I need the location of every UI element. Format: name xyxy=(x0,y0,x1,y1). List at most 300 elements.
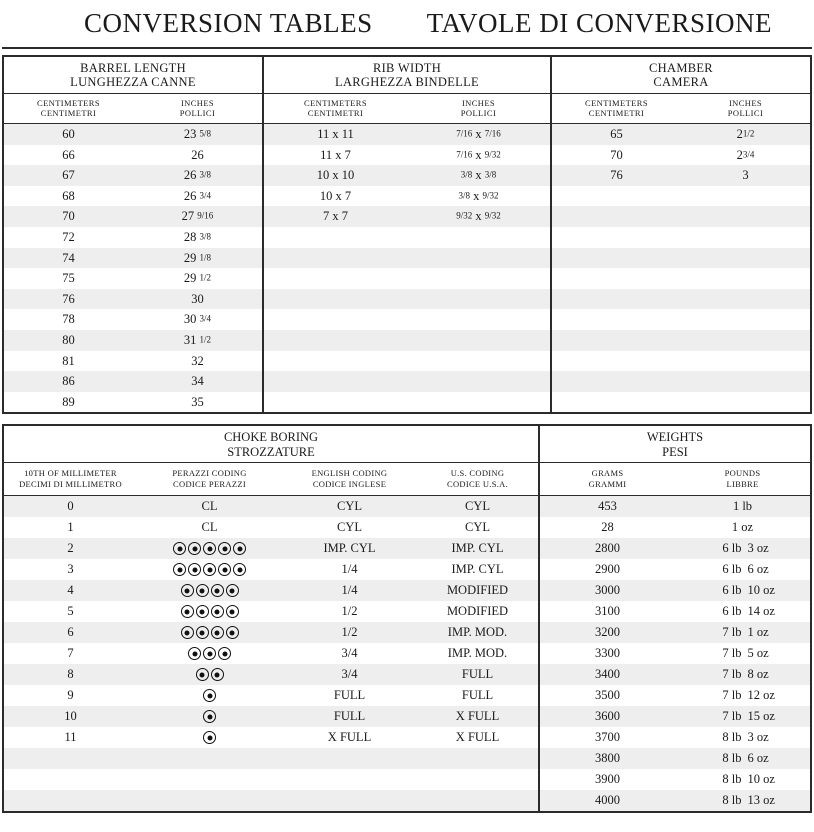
perazzi-dot-icon xyxy=(211,668,224,681)
weights-pound-ounce xyxy=(675,752,810,765)
weights-ounce-value: 6 oz xyxy=(747,562,769,577)
rib-inch-cell: 7/16 x 7/16 xyxy=(456,127,501,142)
table-row xyxy=(264,124,550,145)
weights-grams-cell: 3300 xyxy=(595,646,620,661)
table-row xyxy=(4,685,538,706)
perazzi-dot-group xyxy=(137,563,282,576)
barrel-cm-cell: 80 xyxy=(62,332,75,347)
weights-rows xyxy=(540,496,810,811)
barrel-length-rows xyxy=(4,124,262,412)
barrel-inch-cell: 35 xyxy=(191,394,204,409)
choke-boring-heading-it: STROZZATURE xyxy=(227,444,315,459)
table-row xyxy=(4,706,538,727)
weights-pound-value: 6 lb xyxy=(722,604,742,619)
weights-pounds-cell xyxy=(675,668,810,681)
table-row xyxy=(540,496,810,517)
rib-col-centimeters-en: CENTIMETERS xyxy=(304,97,367,108)
weights-pounds-cell xyxy=(675,500,810,513)
table-row xyxy=(4,165,262,186)
weights-grams-cell: 453 xyxy=(598,499,617,514)
weights-pound-value: 6 lb xyxy=(722,583,742,598)
table-row xyxy=(264,165,550,186)
weights-pounds-cell xyxy=(675,794,810,807)
table-row xyxy=(4,727,538,748)
choke-us-cell: MODIFIED xyxy=(446,583,509,598)
choke-perazzi-cell: CL xyxy=(201,520,218,535)
barrel-cm-cell: 72 xyxy=(62,230,75,245)
table-row xyxy=(4,268,262,289)
weights-pound-value: 8 lb xyxy=(722,730,742,745)
weights-pounds-cell xyxy=(675,626,810,639)
weights-pound-ounce xyxy=(675,794,810,807)
table-row xyxy=(4,309,262,330)
barrel-cm-cell: 78 xyxy=(62,312,75,327)
table-row xyxy=(4,769,538,790)
choke-perazzi-cell xyxy=(137,710,282,723)
barrel-cm-cell: 60 xyxy=(62,127,75,142)
weights-grams-cell: 2800 xyxy=(595,541,620,556)
choke-col-english-it: CODICE INGLESE xyxy=(312,479,387,490)
choke-perazzi-cell xyxy=(137,605,282,618)
choke-english-cell: 1/2 xyxy=(341,625,358,640)
table-row xyxy=(264,186,550,207)
top-tables-block xyxy=(2,55,812,414)
weights-ounce-value: 10 oz xyxy=(747,772,775,787)
table-row xyxy=(540,517,810,538)
perazzi-dot-group xyxy=(137,689,282,702)
weights-pound-ounce xyxy=(675,584,810,597)
title-divider xyxy=(2,47,812,49)
barrel-inch-cell: 23 5/8 xyxy=(183,127,212,142)
choke-tenths-cell: 9 xyxy=(67,688,74,703)
choke-english-cell: CYL xyxy=(337,499,362,514)
choke-tenths-cell: 8 xyxy=(67,667,74,682)
chamber-col-inches-it: POLLICI xyxy=(727,108,764,119)
choke-perazzi-cell xyxy=(137,584,282,597)
choke-tenths-cell: 4 xyxy=(67,583,74,598)
perazzi-dot-icon xyxy=(181,584,194,597)
barrel-inch-cell: 30 3/4 xyxy=(183,312,212,327)
table-row xyxy=(552,392,810,413)
barrel-col-centimeters xyxy=(4,94,133,123)
choke-english-cell: CYL xyxy=(337,520,362,535)
chamber-col-centimeters xyxy=(552,94,681,123)
chamber-heading xyxy=(552,57,810,94)
table-row xyxy=(264,206,550,227)
table-row xyxy=(4,289,262,310)
perazzi-dot-icon xyxy=(181,605,194,618)
chamber-inch-cell: 21/2 xyxy=(736,127,755,142)
weights-pound-value: 1 lb xyxy=(732,499,753,514)
perazzi-dot-icon xyxy=(218,563,231,576)
choke-english-cell: 1/4 xyxy=(341,583,358,598)
barrel-cm-cell: 67 xyxy=(62,168,75,183)
barrel-length-heading-it: LUNGHEZZA CANNE xyxy=(70,75,196,90)
table-row xyxy=(552,227,810,248)
table-row xyxy=(4,748,538,769)
weights-pounds-cell xyxy=(675,584,810,597)
barrel-inch-cell: 26 xyxy=(191,147,204,162)
choke-tenths-cell: 10 xyxy=(64,709,77,724)
chamber-col-inches-en: INCHES xyxy=(728,97,763,108)
weights-grams-cell: 3100 xyxy=(595,604,620,619)
chamber-cm-cell: 76 xyxy=(610,168,623,183)
rib-cm-cell: 7 x 7 xyxy=(323,209,348,224)
table-row xyxy=(4,248,262,269)
choke-perazzi-cell xyxy=(137,647,282,660)
choke-boring-rows xyxy=(4,496,538,811)
table-row xyxy=(540,643,810,664)
barrel-cm-cell: 81 xyxy=(62,353,75,368)
choke-subheader xyxy=(4,463,538,496)
perazzi-dot-icon xyxy=(196,605,209,618)
table-row xyxy=(540,601,810,622)
rib-inch-cell: 7/16 x 9/32 xyxy=(456,147,501,162)
barrel-inch-cell: 26 3/8 xyxy=(183,168,212,183)
barrel-length-table xyxy=(4,57,262,412)
chamber-heading-it: CAMERA xyxy=(653,75,709,90)
choke-tenths-cell: 0 xyxy=(67,499,74,514)
weights-pound-value: 7 lb xyxy=(722,667,742,682)
table-row xyxy=(552,289,810,310)
weights-pound-value: 7 lb xyxy=(722,709,742,724)
perazzi-dot-icon xyxy=(196,584,209,597)
table-row xyxy=(4,206,262,227)
perazzi-dot-icon xyxy=(211,584,224,597)
choke-us-cell: X FULL xyxy=(455,730,500,745)
table-row xyxy=(540,580,810,601)
table-row xyxy=(540,790,810,811)
choke-us-cell: CYL xyxy=(465,520,490,535)
chamber-col-centimeters-en: CENTIMETERS xyxy=(585,97,648,108)
perazzi-dot-group xyxy=(137,710,282,723)
weights-col-grams-en: GRAMS xyxy=(591,468,624,479)
barrel-col-centimeters-en: CENTIMETERS xyxy=(37,97,100,108)
weights-pounds-cell xyxy=(675,689,810,702)
table-row xyxy=(4,392,262,413)
perazzi-dot-group xyxy=(137,584,282,597)
table-row xyxy=(552,206,810,227)
table-row xyxy=(264,351,550,372)
weights-grams-cell: 3700 xyxy=(595,730,620,745)
weights-subheader xyxy=(540,463,810,496)
chamber-col-centimeters-it: CENTIMETRI xyxy=(588,108,645,119)
choke-perazzi-cell xyxy=(137,542,282,555)
weights-ounce-value: 13 oz xyxy=(747,793,775,808)
choke-english-cell: FULL xyxy=(333,709,366,724)
table-row xyxy=(540,559,810,580)
barrel-inch-cell: 29 1/2 xyxy=(183,271,212,286)
table-row xyxy=(540,727,810,748)
weights-pound-ounce xyxy=(675,605,810,618)
perazzi-dot-icon xyxy=(226,626,239,639)
weights-ounce-value: 6 oz xyxy=(747,751,769,766)
choke-col-tenths-en: 10TH OF MILLIMETER xyxy=(24,468,117,479)
table-row xyxy=(540,622,810,643)
perazzi-dot-icon xyxy=(173,542,186,555)
barrel-cm-cell: 74 xyxy=(62,250,75,265)
barrel-cm-cell: 76 xyxy=(62,291,75,306)
rib-cm-cell: 10 x 10 xyxy=(316,168,355,183)
table-row xyxy=(264,392,550,413)
perazzi-dot-group xyxy=(137,605,282,618)
table-row xyxy=(4,186,262,207)
choke-us-cell: IMP. CYL xyxy=(451,562,504,577)
rib-width-table xyxy=(264,57,550,412)
weights-pound-ounce xyxy=(675,689,810,702)
choke-us-cell: IMP. CYL xyxy=(451,541,504,556)
perazzi-dot-icon xyxy=(188,647,201,660)
weights-ounce-value: 1 oz xyxy=(747,625,769,640)
weights-pounds-cell xyxy=(675,773,810,786)
perazzi-dot-icon xyxy=(203,689,216,702)
weights-grams-cell: 3800 xyxy=(595,751,620,766)
barrel-cm-cell: 70 xyxy=(62,209,75,224)
rib-width-rows xyxy=(264,124,550,412)
choke-us-cell: MODIFIED xyxy=(446,604,509,619)
choke-col-perazzi-it: CODICE PERAZZI xyxy=(173,479,246,490)
weights-pounds-cell xyxy=(675,731,810,744)
perazzi-dot-icon xyxy=(203,647,216,660)
barrel-col-centimeters-it: CENTIMETRI xyxy=(40,108,97,119)
perazzi-dot-icon xyxy=(173,563,186,576)
chamber-cm-cell: 65 xyxy=(610,127,623,142)
table-row xyxy=(264,371,550,392)
barrel-inch-cell: 34 xyxy=(191,374,204,389)
chamber-col-inches xyxy=(681,94,810,123)
barrel-inch-cell: 31 1/2 xyxy=(183,332,212,347)
table-row xyxy=(4,227,262,248)
weights-grams-cell: 3900 xyxy=(595,772,620,787)
choke-us-cell: FULL xyxy=(461,688,494,703)
rib-col-centimeters xyxy=(264,94,407,123)
perazzi-dot-icon xyxy=(233,542,246,555)
table-row xyxy=(540,706,810,727)
weights-pound-value: 8 lb xyxy=(722,751,742,766)
weights-grams-cell: 3200 xyxy=(595,625,620,640)
barrel-cm-cell: 68 xyxy=(62,188,75,203)
weights-pound-value: 8 lb xyxy=(722,772,742,787)
weights-ounce-value: 15 oz xyxy=(747,709,775,724)
chamber-heading-en: CHAMBER xyxy=(649,61,713,75)
table-row xyxy=(4,496,538,517)
perazzi-dot-group xyxy=(137,731,282,744)
perazzi-dot-icon xyxy=(203,710,216,723)
rib-inch-cell: 9/32 x 9/32 xyxy=(456,209,501,224)
weights-pounds-cell xyxy=(675,521,810,534)
table-row xyxy=(4,145,262,166)
rib-cm-cell: 10 x 7 xyxy=(319,188,352,203)
barrel-cm-cell: 89 xyxy=(62,394,75,409)
choke-boring-table xyxy=(4,426,538,811)
choke-english-cell: 1/4 xyxy=(341,562,358,577)
weights-grams-cell: 28 xyxy=(601,520,614,535)
barrel-inch-cell: 28 3/8 xyxy=(183,230,212,245)
weights-pound-ounce xyxy=(675,773,810,786)
chamber-inch-cell: 3 xyxy=(742,168,749,183)
weights-grams-cell: 3600 xyxy=(595,709,620,724)
choke-english-cell: 1/2 xyxy=(341,604,358,619)
table-row xyxy=(264,268,550,289)
choke-us-cell: X FULL xyxy=(455,709,500,724)
perazzi-dot-icon xyxy=(226,605,239,618)
weights-pounds-cell xyxy=(675,752,810,765)
perazzi-dot-icon xyxy=(196,668,209,681)
choke-boring-heading-en: CHOKE BORING xyxy=(223,430,319,445)
weights-pound-ounce xyxy=(675,647,810,660)
table-row xyxy=(540,538,810,559)
weights-col-pounds xyxy=(675,463,810,495)
table-row xyxy=(540,685,810,706)
perazzi-dot-icon xyxy=(196,626,209,639)
weights-pound-value: 7 lb xyxy=(722,688,742,703)
bottom-tables-block xyxy=(2,424,812,813)
weights-pound-ounce xyxy=(675,668,810,681)
barrel-length-subheader xyxy=(4,94,262,124)
page-title-row xyxy=(0,0,814,43)
choke-english-cell: 3/4 xyxy=(341,667,358,682)
perazzi-dot-icon xyxy=(203,542,216,555)
table-row xyxy=(540,664,810,685)
choke-tenths-cell: 11 xyxy=(64,730,77,745)
table-row xyxy=(552,165,810,186)
barrel-col-inches-it: POLLICI xyxy=(179,108,216,119)
weights-col-grams xyxy=(540,463,675,495)
barrel-length-heading xyxy=(4,57,262,94)
choke-perazzi-cell xyxy=(137,689,282,702)
choke-tenths-cell: 6 xyxy=(67,625,74,640)
weights-pounds-cell xyxy=(675,563,810,576)
perazzi-dot-icon xyxy=(218,542,231,555)
table-row xyxy=(4,124,262,145)
table-row xyxy=(552,248,810,269)
weights-pounds-cell xyxy=(675,710,810,723)
weights-pound-value: 7 lb xyxy=(722,625,742,640)
barrel-cm-cell: 66 xyxy=(62,147,75,162)
weights-ounce-value: 12 oz xyxy=(747,688,775,703)
choke-col-perazzi xyxy=(137,463,282,495)
table-row xyxy=(264,330,550,351)
choke-perazzi-cell xyxy=(137,563,282,576)
rib-cm-cell: 11 x 7 xyxy=(320,147,351,162)
table-row xyxy=(264,289,550,310)
chamber-table xyxy=(552,57,810,412)
table-row xyxy=(4,559,538,580)
table-row xyxy=(4,371,262,392)
choke-perazzi-cell xyxy=(137,626,282,639)
weights-ounce-value: 3 oz xyxy=(747,730,769,745)
weights-pound-ounce xyxy=(675,542,810,555)
choke-boring-heading xyxy=(4,426,538,463)
choke-english-cell: X FULL xyxy=(327,730,372,745)
choke-tenths-cell: 5 xyxy=(67,604,74,619)
table-row xyxy=(552,309,810,330)
rib-inch-cell: 3/8 x 9/32 xyxy=(458,188,499,203)
weights-heading-en: WEIGHTS xyxy=(646,430,704,445)
weights-pound-value: 7 lb xyxy=(722,646,742,661)
perazzi-dot-group xyxy=(137,626,282,639)
rib-inch-cell: 3/8 x 3/8 xyxy=(460,168,497,183)
choke-tenths-cell: 1 xyxy=(67,520,74,535)
chamber-subheader xyxy=(552,94,810,124)
rib-col-inches-en: INCHES xyxy=(461,97,496,108)
chamber-rows xyxy=(552,124,810,412)
weights-pound-value: 6 lb xyxy=(722,562,742,577)
table-row xyxy=(540,748,810,769)
table-row xyxy=(264,309,550,330)
perazzi-dot-icon xyxy=(188,542,201,555)
weights-heading xyxy=(540,426,810,463)
choke-col-tenths xyxy=(4,463,137,495)
page-title-english: CONVERSION TABLES xyxy=(84,8,373,38)
choke-english-cell: FULL xyxy=(333,688,366,703)
perazzi-dot-group xyxy=(137,542,282,555)
rib-col-centimeters-it: CENTIMETRI xyxy=(307,108,364,119)
weights-pounds-cell xyxy=(675,542,810,555)
barrel-col-inches xyxy=(133,94,262,123)
perazzi-dot-icon xyxy=(203,731,216,744)
barrel-inch-cell: 27 9/16 xyxy=(181,209,214,224)
weights-col-pounds-en: POUNDS xyxy=(724,468,761,479)
perazzi-dot-icon xyxy=(218,647,231,660)
rib-width-heading-en: RIB WIDTH xyxy=(372,61,442,75)
table-row xyxy=(4,664,538,685)
perazzi-dot-icon xyxy=(203,563,216,576)
perazzi-dot-icon xyxy=(211,605,224,618)
choke-english-cell: IMP. CYL xyxy=(323,541,376,556)
perazzi-dot-icon xyxy=(188,563,201,576)
choke-english-cell: 3/4 xyxy=(341,646,358,661)
rib-cm-cell: 11 x 11 xyxy=(317,127,354,142)
weights-pound-ounce xyxy=(675,626,810,639)
weights-col-pounds-it: LIBBRE xyxy=(726,479,759,490)
barrel-inch-cell: 30 xyxy=(191,291,204,306)
table-row xyxy=(552,330,810,351)
choke-perazzi-cell xyxy=(137,731,282,744)
weights-ounce-value: 14 oz xyxy=(747,604,775,619)
weights-pounds-cell xyxy=(675,647,810,660)
weights-grams-cell: 2900 xyxy=(595,562,620,577)
weights-col-grams-it: GRAMMI xyxy=(588,479,627,490)
table-row xyxy=(4,538,538,559)
perazzi-dot-icon xyxy=(233,563,246,576)
rib-col-inches xyxy=(407,94,550,123)
choke-tenths-cell: 7 xyxy=(67,646,74,661)
choke-col-perazzi-en: PERAZZI CODING xyxy=(172,468,247,479)
perazzi-dot-icon xyxy=(226,584,239,597)
barrel-col-inches-en: INCHES xyxy=(180,97,215,108)
weights-ounce-value: 8 oz xyxy=(747,667,769,682)
barrel-inch-cell: 29 1/8 xyxy=(183,250,212,265)
rib-width-subheader xyxy=(264,94,550,124)
perazzi-dot-group xyxy=(137,668,282,681)
weights-pound-value: 1 oz xyxy=(731,520,754,535)
table-row xyxy=(552,145,810,166)
weights-ounce-value: 3 oz xyxy=(747,541,769,556)
weights-pound-value: 8 lb xyxy=(722,793,742,808)
choke-col-us-en: U.S. CODING xyxy=(450,468,505,479)
choke-perazzi-cell: CL xyxy=(201,499,218,514)
table-row xyxy=(4,580,538,601)
weights-ounce-value: 5 oz xyxy=(747,646,769,661)
perazzi-dot-group xyxy=(137,647,282,660)
weights-pound-ounce xyxy=(675,731,810,744)
choke-perazzi-cell xyxy=(137,668,282,681)
weights-grams-cell: 3500 xyxy=(595,688,620,703)
barrel-inch-cell: 32 xyxy=(191,353,204,368)
table-row xyxy=(4,351,262,372)
table-row xyxy=(4,790,538,811)
